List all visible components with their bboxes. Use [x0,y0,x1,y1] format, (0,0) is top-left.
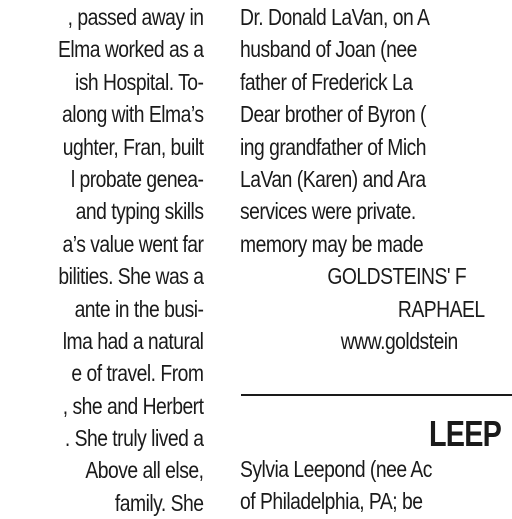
funeral-home-name: GOLDSTEINS' F [327,263,467,290]
text-line: a’s value went far [62,230,204,257]
text-line: ughter, Fran, built [62,133,204,160]
text-line: e of travel. From [71,360,204,387]
right-obituary-column [240,1,485,357]
text-line: , passed away in [67,4,204,30]
section-divider [241,394,512,396]
text-line: Dear brother of Byron ( [240,101,426,128]
text-line: LaVan (Karen) and Ara [240,165,426,192]
text-line: memory may be made [240,230,424,257]
text-line: family. She [114,489,204,516]
text-line: l probate genea- [70,165,204,192]
obituary-heading: LEEP [429,413,502,454]
text-line: Elma worked as a [57,36,204,63]
text-line: ante in the busi- [74,295,204,322]
text-line: services were private. [240,198,416,225]
text-line: Above all else, [85,457,204,484]
text-line: lma had a natural [62,327,204,354]
text-line: Sylvia Leepond (nee Ac [240,456,432,482]
text-line: ish Hospital. To- [74,68,204,95]
text-line: ing grandfather of Mich [240,133,427,160]
text-line: and typing skills [75,198,204,225]
left-obituary-column [0,1,203,519]
text-line: of Philadelphia, PA; be [240,488,423,515]
funeral-home-location: RAPHAEL [397,295,485,322]
text-line: husband of Joan (nee [240,36,417,63]
text-line: father of Frederick La [240,68,413,95]
text-line: , she and Herbert [62,392,204,419]
funeral-home-website: www.goldstein [340,327,458,354]
text-line: . She truly lived a [64,425,204,452]
text-line: bilities. She was a [58,263,204,290]
text-line: Dr. Donald LaVan, on A [240,4,430,30]
obituary-body [240,453,432,518]
text-line: along with Elma’s [62,101,204,128]
